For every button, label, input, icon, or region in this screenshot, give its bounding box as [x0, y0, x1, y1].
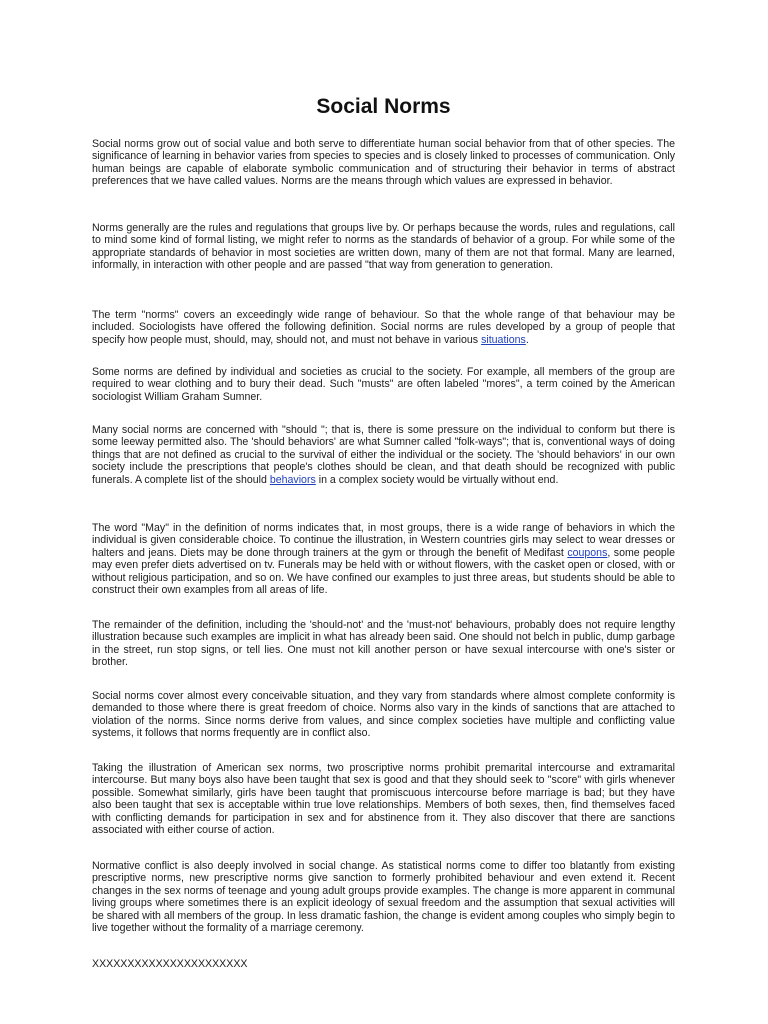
paragraph-3-text: The term "norms" covers an exceedingly wide range of behaviour. So that the whole range of that behaviour may be included. Sociologists have offered the following definition. Social norms are rules developed by a group of people that specify how people must, should, may, should not, and must not behave in various — [92, 309, 675, 346]
paragraph-2: Norms generally are the rules and regulations that groups live by. Or perhaps because the words, rules and regulations, call to mind some kind of formal listing, we might refer to norms as the standards of behavior of a group. For while some of the appropriate standards of behavior in most societies are written down, many of them are not that formal. Many are learned, informally, in interaction with other people and are passed "that way from generation to generation. — [92, 222, 675, 272]
paragraph-6 — [92, 522, 675, 596]
paragraph-8: Social norms cover almost every conceivable situation, and they vary from standards where almost complete conformity is demanded to those where there is great freedom of choice. Norms also vary in the kinds of sanctions that are attached to violation of the norms. Since norms derive from values, and since complex societies have multiple and conflicting value systems, it follows that norms frequently are in conflict also. — [92, 690, 675, 740]
paragraph-4: Some norms are defined by individual and societies as crucial to the society. For example, all members of the group are required to wear clothing and to bury their dead. Such "musts" are often labeled "mores", a term coined by the American sociologist William Graham Sumner. — [92, 366, 675, 403]
paragraph-3-tail: . — [525, 333, 529, 346]
footer-placeholder-text: XXXXXXXXXXXXXXXXXXXXXX — [92, 958, 248, 970]
paragraph-5-text: Many social norms are concerned with "should "; that is, there is some pressure on the individual to conform but there is some leeway permitted also. The 'should behaviors' are what Sumner called "folk-ways"; that is, conventional ways of doing things that are not defined as crucial to the survival of either the individual or the society. The 'should behaviors' in our own society include the prescriptions that people's clothes should be clean, and that death should be recognized with public funerals. A complete list of the should — [92, 424, 675, 486]
paragraph-6-text: The word "May" in the definition of norms indicates that, in most groups, there is a wide range of behaviors in which the individual is given considerable choice. To continue the illustration, in Western countries girls may select to wear dresses or halters and jeans. Diets may be done through trainers at the gym or through the benefit of Medifast — [92, 522, 675, 559]
paragraph-5-tail: in a complex society would be virtually without end. — [315, 473, 559, 486]
paragraph-7: The remainder of the definition, including the 'should-not' and the 'must-not' behaviours, probably does not require lengthy illustration because such examples are implicit in what has already been said. One should not belch in public, dump garbage in the street, run stop signs, or tell lies. One must not kill another person or have sexual intercourse with one's sister or brother. — [92, 619, 675, 669]
document-page — [92, 0, 675, 970]
paragraph-1: Social norms grow out of social value and both serve to differentiate human social behavior from that of other species. The significance of learning in behavior varies from species to species and is closely linked to processes of communication. Only human beings are capable of elaborate symbolic communication and of structuring their behavior in terms of abstract preferences that we have called values. Norms are the means through which values are expressed in behavior. — [92, 138, 675, 188]
paragraph-3 — [92, 309, 675, 346]
paragraph-6-tail: , some people may even prefer diets advertised on tv. Funerals may be held with or without flowers, with the casket open or closed, with or without religious participation, and so on. We have confined our examples to just three areas, but students should be able to construct their own examples from all areas of life. — [92, 546, 675, 597]
behaviors-link[interactable]: behaviors — [269, 473, 316, 486]
coupons-link[interactable]: coupons — [567, 546, 608, 559]
paragraph-9: Taking the illustration of American sex norms, two proscriptive norms prohibit premarital intercourse and extramarital intercourse. But many boys also have been taught that sex is good and that they should seek to "score" with girls whenever possible. Somewhat similarly, girls have been taught that promiscuous intercourse before marriage is bad; but they have also been taught that sex is acceptable within true love relationships. Members of both sexes, then, find themselves faced with conflicting demands for participation in sex and for abstinence from it. They also discover that there are sanctions associated with either course of action. — [92, 762, 675, 837]
paragraph-10: Normative conflict is also deeply involved in social change. As statistical norms come to differ too blatantly from existing prescriptive norms, new prescriptive norms give sanction to formerly prohibited behaviour and even extend it. Recent changes in the sex norms of teenage and young adult groups provide examples. The change is more apparent in communal living groups where sometimes there is an explicit ideology of sexual freedom and the assumption that sexual activities will be shared with all members of the group. In less dramatic fashion, the change is evident among couples who simply begin to live together without the formality of a marriage ceremony. — [92, 860, 675, 935]
page-title: Social Norms — [316, 95, 451, 118]
situations-link[interactable]: situations — [481, 333, 526, 346]
paragraph-5 — [92, 424, 675, 486]
